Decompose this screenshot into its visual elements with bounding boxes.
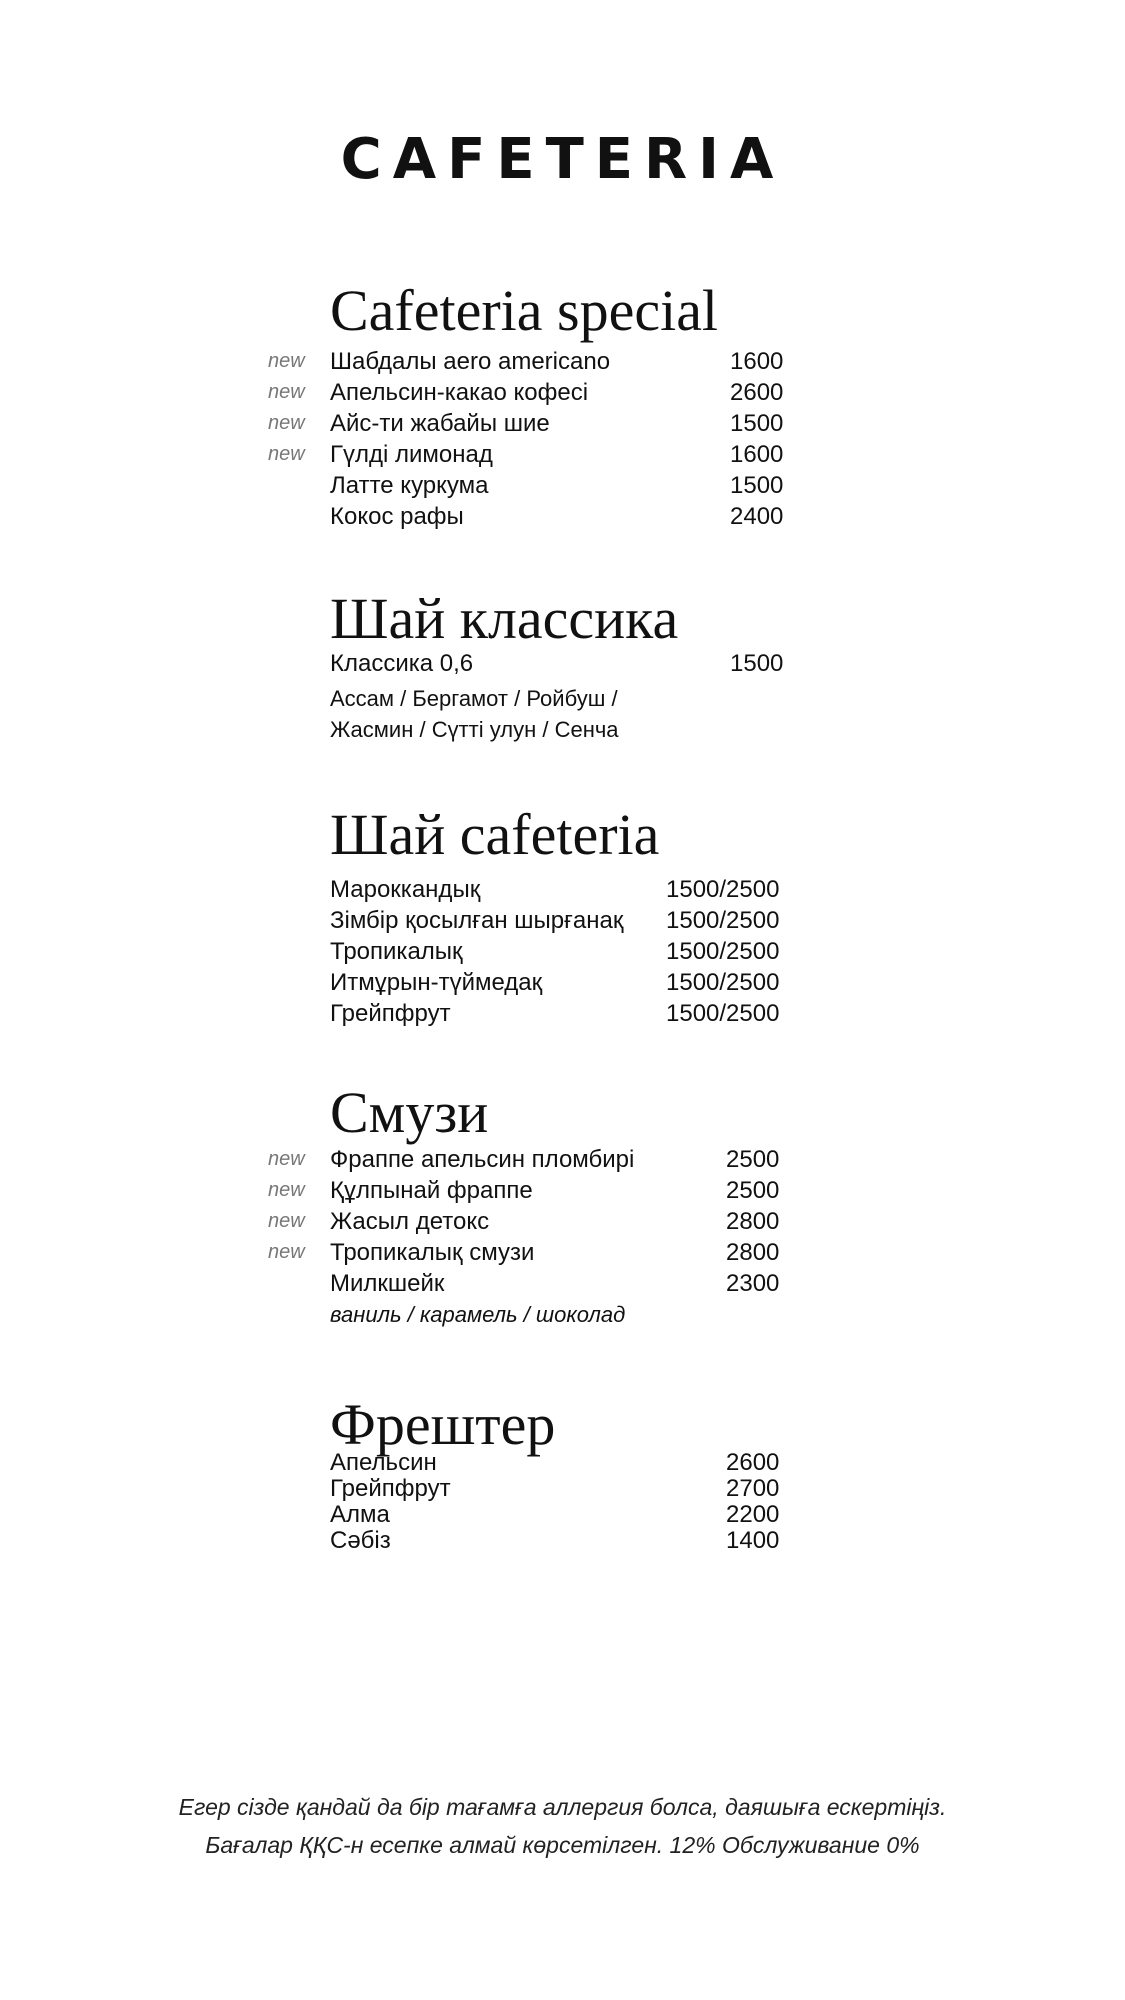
item-price: 2500 xyxy=(726,1177,780,1204)
item-name: Грейпфрут xyxy=(330,1475,451,1502)
menu-item xyxy=(268,408,850,439)
milkshake-flavors-note: ваниль / карамель / шоколад xyxy=(330,1302,626,1327)
new-badge: new xyxy=(268,1148,305,1170)
new-badge: new xyxy=(268,381,305,403)
item-price: 2700 xyxy=(726,1475,780,1502)
new-badge: new xyxy=(268,1241,305,1263)
item-name: Латте куркума xyxy=(330,472,489,499)
new-badge: new xyxy=(268,1210,305,1232)
item-name: Зімбір қосылған шырғанақ xyxy=(330,907,624,934)
menu-item xyxy=(268,1175,850,1206)
item-name: Итмұрын-түймедақ xyxy=(330,969,543,996)
menu-item xyxy=(330,501,850,532)
brand-title: CAFETERIA xyxy=(340,127,785,192)
menu-item xyxy=(330,874,850,905)
item-price: 1400 xyxy=(726,1527,780,1554)
vat-service-note: Бағалар ҚҚС-н есепке алмай көрсетілген. 12% Обслуживание 0% xyxy=(205,1832,920,1858)
menu-item xyxy=(330,905,850,936)
item-name: Грейпфрут xyxy=(330,1000,451,1027)
menu-item xyxy=(330,967,850,998)
menu-item xyxy=(330,998,850,1029)
item-name: Апельсин xyxy=(330,1449,437,1476)
section-cafeteria-special xyxy=(268,278,850,532)
section-smoothies xyxy=(268,1080,850,1330)
menu-item xyxy=(268,377,850,408)
menu-item xyxy=(330,1476,850,1502)
item-name: Жасыл детокс xyxy=(330,1208,490,1235)
section-cafeteria-tea xyxy=(330,802,850,1029)
item-name: Тропикалық смузи xyxy=(330,1239,535,1266)
item-price: 2600 xyxy=(726,1449,780,1476)
item-price: 1500 xyxy=(730,410,784,437)
item-price: 2300 xyxy=(726,1270,780,1297)
tea-varieties-note: Жасмин / Сүтті улун / Сенча xyxy=(330,717,619,742)
item-name: Гүлді лимонад xyxy=(330,441,493,468)
menu-item xyxy=(330,1502,850,1528)
item-price: 1500/2500 xyxy=(666,1000,780,1027)
menu-item xyxy=(330,936,850,967)
section-title: Cafeteria special xyxy=(330,278,719,343)
item-name: Құлпынай фраппе xyxy=(330,1177,533,1204)
menu-item xyxy=(330,1528,850,1554)
item-price: 1500/2500 xyxy=(666,938,780,965)
menu-item xyxy=(268,1144,850,1175)
item-name: Тропикалық xyxy=(330,938,463,965)
menu-item xyxy=(330,648,850,679)
item-price: 2800 xyxy=(726,1239,780,1266)
new-badge: new xyxy=(268,1179,305,1201)
item-price: 1500 xyxy=(730,472,784,499)
item-price: 2600 xyxy=(730,379,784,406)
item-name: Классика 0,6 xyxy=(330,650,474,677)
item-price: 1500/2500 xyxy=(666,969,780,996)
menu-item xyxy=(268,1237,850,1268)
menu-item xyxy=(268,1206,850,1237)
new-badge: new xyxy=(268,412,305,434)
tea-varieties-note: Ассам / Бергамот / Ройбуш / xyxy=(330,686,618,711)
item-name: Милкшейк xyxy=(330,1270,445,1297)
section-title: Фрештер xyxy=(330,1392,556,1457)
item-name: Мароккандық xyxy=(330,876,481,903)
section-title: Смузи xyxy=(330,1080,489,1145)
item-name: Фраппе апельсин пломбирі xyxy=(330,1146,635,1173)
section-title: Шай cafeteria xyxy=(330,802,660,867)
item-name: Айс-ти жабайы шие xyxy=(330,410,550,437)
item-price: 1500 xyxy=(730,650,784,677)
menu-item xyxy=(268,439,850,470)
new-badge: new xyxy=(268,443,305,465)
section-fresh-juices xyxy=(330,1392,850,1554)
item-name: Алма xyxy=(330,1501,390,1528)
item-price: 1600 xyxy=(730,348,784,375)
item-price: 2500 xyxy=(726,1146,780,1173)
item-price: 1500/2500 xyxy=(666,876,780,903)
menu-item xyxy=(330,470,850,501)
section-title: Шай классика xyxy=(330,586,679,651)
item-name: Сәбіз xyxy=(330,1527,391,1554)
item-price: 1500/2500 xyxy=(666,907,780,934)
section-classic-tea xyxy=(330,586,850,745)
item-price: 2800 xyxy=(726,1208,780,1235)
allergy-note: Егер сізде қандай да бір тағамға аллергия болса, даяшыға ескертіңіз. xyxy=(178,1794,947,1820)
item-name: Апельсин-какао кофесі xyxy=(330,379,589,406)
item-name: Шабдалы aero americano xyxy=(330,348,611,375)
menu-item xyxy=(268,346,850,377)
item-price: 1600 xyxy=(730,441,784,468)
menu-item xyxy=(330,1268,850,1299)
menu-item xyxy=(330,1450,850,1476)
item-price: 2200 xyxy=(726,1501,780,1528)
item-price: 2400 xyxy=(730,503,784,530)
item-name: Кокос рафы xyxy=(330,503,464,530)
new-badge: new xyxy=(268,350,305,372)
